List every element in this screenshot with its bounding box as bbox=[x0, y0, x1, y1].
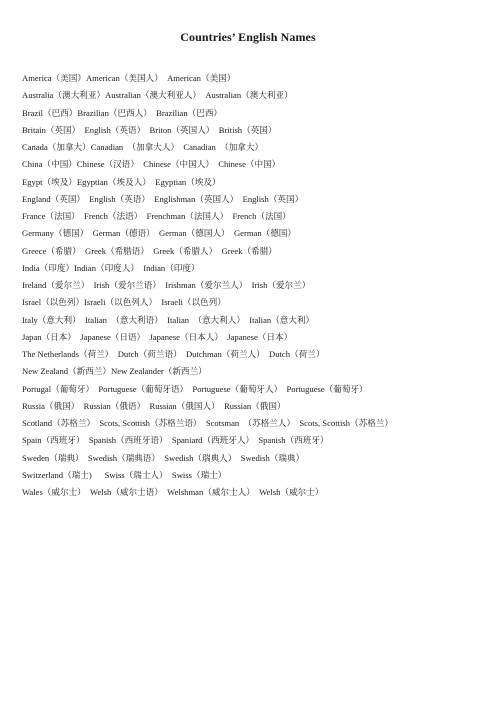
country-name-list bbox=[22, 70, 490, 501]
country-line-italy: Italy（意大利） Italian （意大利语） Italian （意大利人） Italian（意大利） bbox=[22, 314, 315, 325]
country-line-china: China（中国）Chinese（汉语） Chinese（中国人） Chinese（中国） bbox=[22, 159, 281, 170]
country-line-britain: Britain（英国） English（英语） Briton（英国人） British（英国） bbox=[22, 124, 277, 135]
country-line-ireland: Ireland（爱尔兰） Irish（爱尔兰语） Irishman（爱尔兰人） Irish（爱尔兰） bbox=[22, 280, 311, 290]
country-line-russia: Russia（俄国） Russian（俄语） Russian（俄国人） Russian（俄国） bbox=[22, 400, 286, 411]
country-line-germany: Germany（德国） German（德语） German（德国人） German（德国） bbox=[22, 228, 296, 239]
country-line-portugal: Portugal（葡萄牙） Portuguese（葡萄牙语） Portuguese（葡萄牙人） Portuguese（葡萄牙） bbox=[22, 383, 368, 394]
country-line-japan: Japan（日本） Japanese（日语） Japanese（日本人） Japanese（日本） bbox=[22, 331, 293, 342]
country-line-switzerland: Switzerland（瑞士) Swiss（瑞士人） Swiss（瑞士） bbox=[22, 469, 227, 480]
country-line-netherlands: The Netherlands（荷兰） Dutch（荷兰语） Dutchman（荷兰人） Dutch（荷兰） bbox=[22, 349, 325, 359]
country-line-israel: Israel（以色列）Israeli（以色列人） Israeli（以色列） bbox=[22, 297, 226, 308]
country-line-spain: Spain（西班牙） Spanish（西班牙语） Spaniard（西班牙人） Spanish（西班牙） bbox=[22, 435, 329, 446]
country-line-wales: Wales（威尔士） Welsh（威尔士语） Welshman（威尔士人） Welsh（威尔士） bbox=[22, 487, 324, 497]
country-line-new-zealand: New Zealand（新西兰）New Zealander（新西兰） bbox=[22, 366, 207, 377]
country-line-scotland: Scotland（苏格兰） Scots, Scottish（苏格兰语） Scotsman （苏格兰人） Scots, Scottish（苏格兰） bbox=[22, 418, 393, 428]
country-line-australia: Australia（澳大利亚）Australian（澳大利亚人） Australian（澳大利亚） bbox=[22, 90, 293, 101]
country-line-sweden: Sweden（瑞典） Swedish（瑞典语） Swedish（瑞典人） Swedish（瑞典） bbox=[22, 452, 305, 463]
country-line-greece: Greece（希腊） Greek（希腊语） Greek（希腊人） Greek（希腊） bbox=[22, 245, 277, 256]
country-line-england: England（英国） English（英语） Englishman（英国人） English（英国） bbox=[22, 193, 304, 204]
country-line-canada: Canada（加拿大）Canadian （加拿大人） Canadian （加拿大） bbox=[22, 142, 264, 152]
country-line-brazil: Brazil（巴西）Brazilian（巴西人） Brazilian（巴西） bbox=[22, 107, 223, 118]
country-line-egypt: Egypt（埃及）Egyptian（埃及人） Egyptian（埃及） bbox=[22, 176, 221, 187]
country-line-america: America（美国）American（美国人） American（美国） bbox=[22, 73, 236, 83]
country-line-india: India（印度）Indian（印度人） Indian（印度） bbox=[22, 262, 200, 273]
document-title: Countries’ English Names bbox=[180, 30, 316, 44]
country-line-france: France（法国） French（法语） Frenchman（法国人） French（法国） bbox=[22, 211, 291, 221]
